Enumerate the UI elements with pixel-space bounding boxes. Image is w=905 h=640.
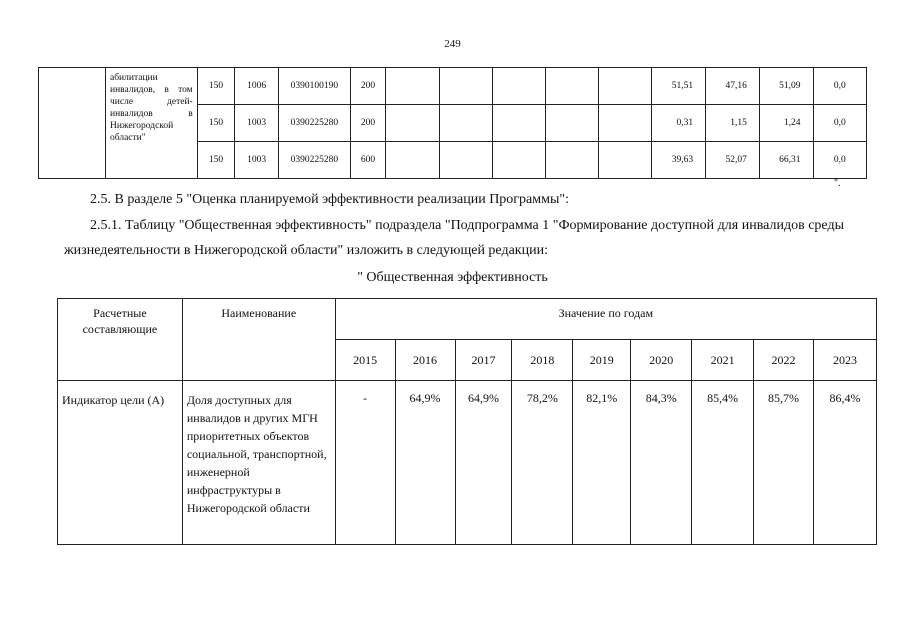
value-cell: 86,4% <box>813 381 876 545</box>
table-cell: 1,15 <box>706 105 760 142</box>
year-header: 2017 <box>455 340 512 381</box>
value-cell: 84,3% <box>631 381 692 545</box>
table-cell: 0390225280 <box>279 105 351 142</box>
empty-cell <box>386 105 439 142</box>
table-cell: 200 <box>350 68 386 105</box>
table-header-row <box>58 299 877 340</box>
table-cell: 47,16 <box>706 68 760 105</box>
empty-cell <box>492 68 545 105</box>
table-cell: 150 <box>197 68 235 105</box>
year-header: 2019 <box>573 340 631 381</box>
table-cell: 1003 <box>235 105 279 142</box>
value-cell: 64,9% <box>455 381 512 545</box>
value-cell: 82,1% <box>573 381 631 545</box>
empty-cell <box>439 68 492 105</box>
empty-cell <box>39 68 106 179</box>
table-cell: 200 <box>350 105 386 142</box>
table-row <box>58 381 877 545</box>
table-cell: 66,31 <box>759 142 813 179</box>
column-header-name: Наименование <box>182 299 335 381</box>
value-cell: 64,9% <box>395 381 455 545</box>
table-cell: 1003 <box>235 142 279 179</box>
row-description: абилитации инвалидов, в том числе детей-инвалидов в Нижегородской области" <box>106 68 198 179</box>
empty-cell <box>545 142 598 179</box>
empty-cell <box>492 142 545 179</box>
value-cell: 78,2% <box>512 381 573 545</box>
paragraph-section-2-5-1: 2.5.1. Таблицу "Общественная эффективность" подраздела "Подпрограмма 1 "Формирование доступной для инвалидов среды жизнедеятельности в Нижегородской области" изложить в следующей редакции: <box>64 218 844 258</box>
closing-quote: ". <box>834 178 841 189</box>
table-cell: 0,0 <box>813 142 866 179</box>
year-header: 2022 <box>754 340 814 381</box>
indicator-label: Индикатор цели (А) <box>58 381 183 545</box>
empty-cell <box>599 142 652 179</box>
column-header-components: Расчетные составляющие <box>58 299 183 381</box>
empty-cell <box>492 105 545 142</box>
value-cell: - <box>335 381 395 545</box>
table-cell: 600 <box>350 142 386 179</box>
table-cell: 0390225280 <box>279 142 351 179</box>
value-cell: 85,4% <box>692 381 754 545</box>
year-header: 2020 <box>631 340 692 381</box>
empty-cell <box>545 105 598 142</box>
table-cell: 150 <box>197 105 235 142</box>
table-cell: 51,09 <box>759 68 813 105</box>
empty-cell <box>599 105 652 142</box>
year-header: 2021 <box>692 340 754 381</box>
table-cell: 51,51 <box>652 68 706 105</box>
table-cell: 1006 <box>235 68 279 105</box>
table-cell: 0,0 <box>813 68 866 105</box>
empty-cell <box>386 142 439 179</box>
paragraph-section-2-5: 2.5. В разделе 5 "Оценка планируемой эффективности реализации Программы": <box>90 192 569 207</box>
table-cell: 150 <box>197 142 235 179</box>
empty-cell <box>439 142 492 179</box>
table-cell: 0,0 <box>813 105 866 142</box>
table-cell: 52,07 <box>706 142 760 179</box>
year-header: 2018 <box>512 340 573 381</box>
empty-cell <box>386 68 439 105</box>
table-title: " Общественная эффективность <box>357 270 548 285</box>
table-row <box>39 68 867 105</box>
table-cell: 0,31 <box>652 105 706 142</box>
value-cell: 85,7% <box>754 381 814 545</box>
table-cell: 1,24 <box>759 105 813 142</box>
empty-cell <box>439 105 492 142</box>
year-header: 2023 <box>813 340 876 381</box>
page-number: 249 <box>444 38 461 50</box>
indicator-description: Доля доступных для инвалидов и других МГН приоритетных объектов социальной, транспортной, инженерной инфраструктуры в Нижегородской области <box>182 381 335 545</box>
budget-table <box>38 67 867 179</box>
table-cell: 39,63 <box>652 142 706 179</box>
empty-cell <box>545 68 598 105</box>
table-cell: 0390100190 <box>279 68 351 105</box>
efficiency-table <box>57 298 877 545</box>
column-header-values: Значение по годам <box>335 299 876 340</box>
empty-cell <box>599 68 652 105</box>
year-header: 2016 <box>395 340 455 381</box>
year-header: 2015 <box>335 340 395 381</box>
